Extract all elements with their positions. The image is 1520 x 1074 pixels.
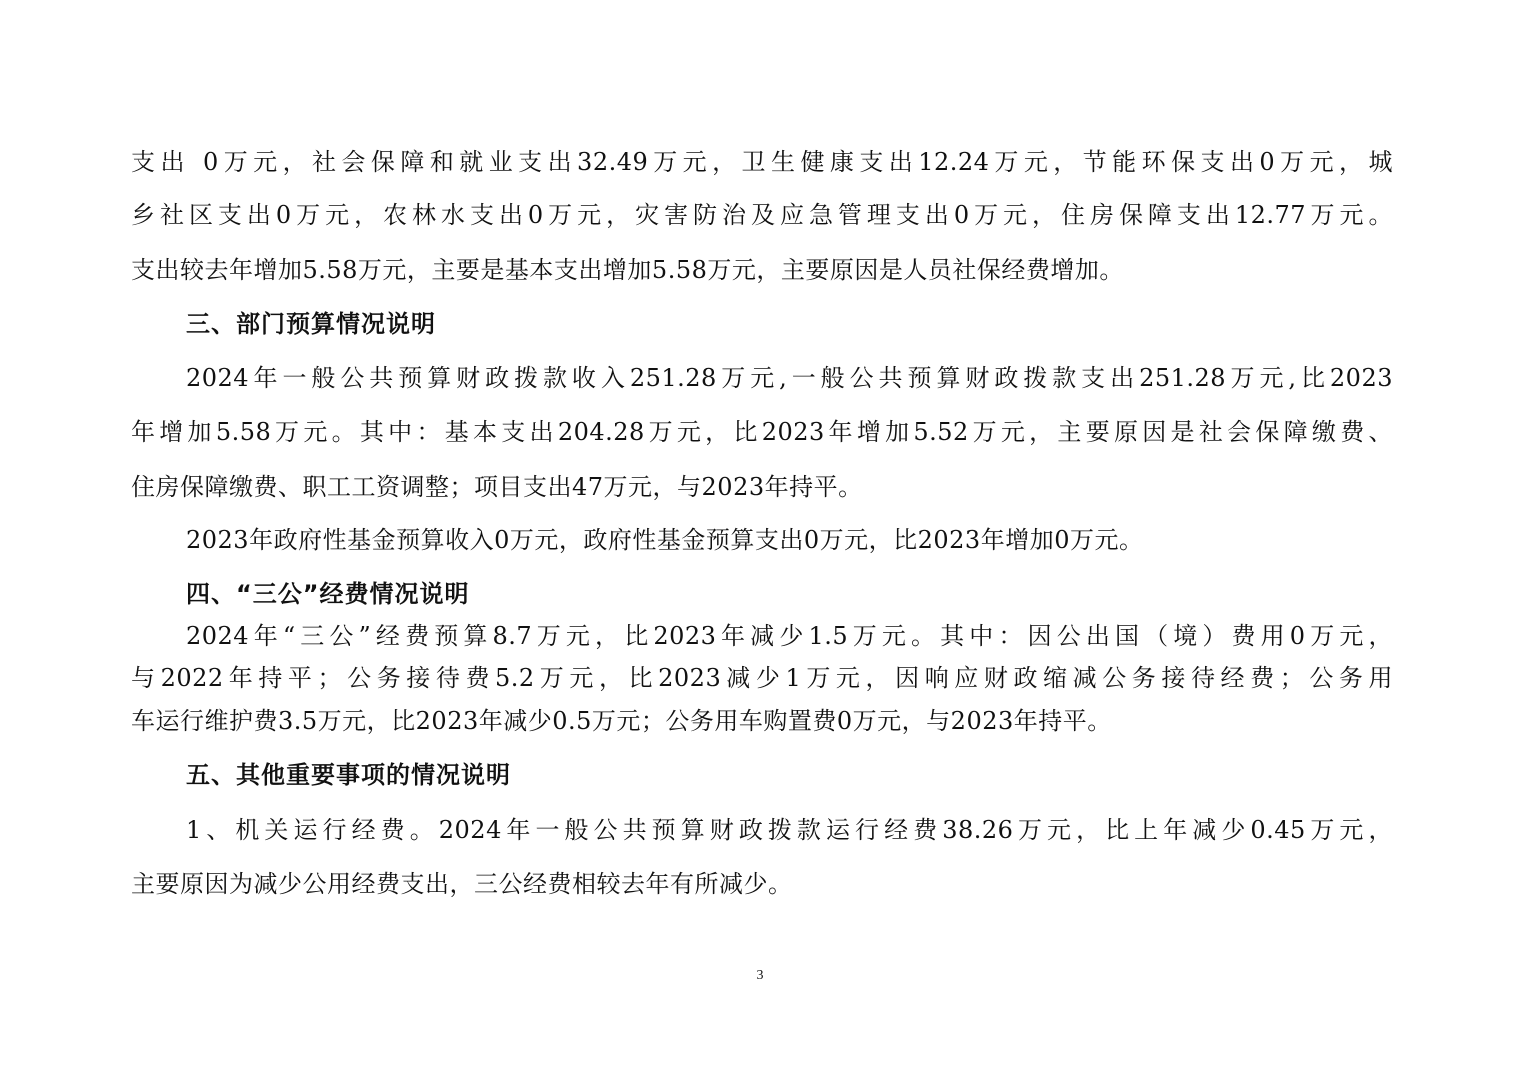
body-text-line: 年增加5.58万元。其中：基本支出204.28万元，比2023年增加5.52万元，主要原因是社会保障缴费、 bbox=[131, 418, 1393, 446]
body-text-line: 主要原因为减少公用经费支出，三公经费相较去年有所减少。 bbox=[131, 870, 793, 898]
body-text-line: 车运行维护费3.5万元，比2023年减少0.5万元；公务用车购置费0万元，与2023年持平。 bbox=[131, 707, 1112, 735]
body-text-line: 2024年一般公共预算财政拨款收入251.28万元,一般公共预算财政拨款支出251.28万元,比2023 bbox=[186, 364, 1393, 392]
section-heading-other-matters: 五、其他重要事项的情况说明 bbox=[186, 761, 511, 789]
body-text-line: 乡社区支出0万元，农林水支出0万元，灾害防治及应急管理支出0万元，住房保障支出12.77万元。 bbox=[131, 201, 1393, 229]
page-number: 3 bbox=[756, 968, 764, 983]
body-text-line: 支出 0万元，社会保障和就业支出32.49万元，卫生健康支出12.24万元，节能环保支出0万元，城 bbox=[131, 148, 1393, 176]
body-text-line: 与2022年持平；公务接待费5.2万元，比2023减少1万元，因响应财政缩减公务接待经费；公务用 bbox=[131, 664, 1393, 692]
body-text-line: 2024年“三公”经费预算8.7万元，比2023年减少1.5万元。其中：因公出国（境）费用0万元， bbox=[186, 622, 1393, 650]
body-text-line: 1、机关运行经费。2024年一般公共预算财政拨款运行经费38.26万元，比上年减少0.45万元， bbox=[186, 816, 1393, 844]
section-heading-three-public: 四、“三公”经费情况说明 bbox=[186, 580, 470, 608]
body-text-line: 支出较去年增加5.58万元，主要是基本支出增加5.58万元，主要原因是人员社保经费增加。 bbox=[131, 256, 1124, 284]
body-text-line: 住房保障缴费、职工工资调整；项目支出47万元，与2023年持平。 bbox=[131, 473, 863, 501]
body-text-line: 2023年政府性基金预算收入0万元，政府性基金预算支出0万元，比2023年增加0万元。 bbox=[186, 526, 1144, 554]
section-heading-budget: 三、部门预算情况说明 bbox=[186, 310, 436, 338]
